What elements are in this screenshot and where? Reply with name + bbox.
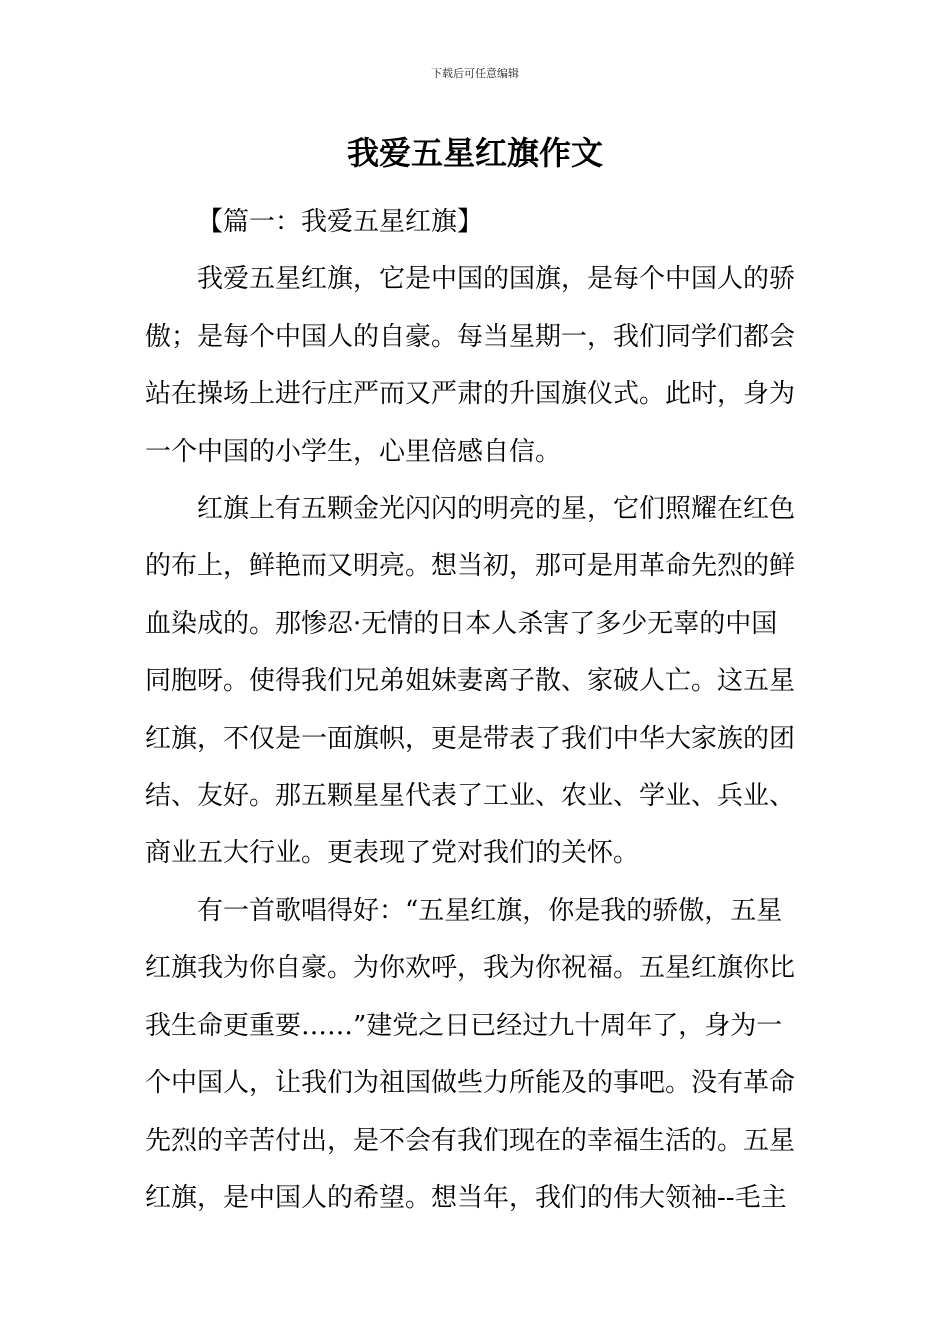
paragraph-line: 同胞呀。使得我们兄弟姐妹妻离子散、家破人亡。这五星 (145, 666, 796, 697)
paragraph-1 (145, 251, 809, 481)
header-note: 下载后可任意编辑 (431, 67, 519, 80)
paragraph-line: 站在操场上进行庄严而又严肃的升国旗仪式。此时，身为 (145, 379, 796, 410)
paragraph-line: 有一首歌唱得好：“五星红旗，你是我的骄傲，五星 (197, 895, 783, 926)
paragraph-line: 商业五大行业。更表现了党对我们的关怀。 (145, 838, 640, 869)
paragraph-line: 红旗上有五颗金光闪闪的明亮的星，它们照耀在红色 (197, 494, 796, 525)
paragraph-line: 红旗我为你自豪。为你欢呼，我为你祝福。五星红旗你比 (145, 953, 796, 984)
paragraph-line: 我爱五星红旗，它是中国的国旗，是每个中国人的骄 (197, 264, 796, 295)
paragraph-line: 结、友好。那五颗星星代表了工业、农业、学业、兵业、 (145, 781, 796, 812)
paragraph-line: 傲；是每个中国人的自豪。每当星期一，我们同学们都会 (145, 321, 796, 352)
paragraph-line: 红旗，不仅是一面旗帜，更是带表了我们中华大家族的团 (145, 723, 796, 754)
paragraph-line: 个中国人，让我们为祖国做些力所能及的事吧。没有革命 (145, 1068, 796, 1099)
paragraph-line: 先烈的辛苦付出，是不会有我们现在的幸福生活的。五星 (145, 1125, 796, 1156)
paragraph-line: 一个中国的小学生，心里倍感自信。 (145, 436, 562, 467)
paragraph-line: 红旗，是中国人的希望。想当年，我们的伟大领袖--毛主 (145, 1182, 787, 1213)
paragraph-line: 我生命更重要……”建党之日已经过九十周年了，身为一 (145, 1010, 783, 1041)
document-body (145, 194, 809, 1227)
paragraph-2 (145, 481, 809, 883)
section-heading: 【篇一：我爱五星红旗】 (197, 207, 484, 237)
page-title: 我爱五星红旗作文 (346, 134, 603, 172)
paragraph-line: 血染成的。那惨忍·无情的日本人杀害了多少无辜的中国 (145, 608, 778, 639)
paragraph-line: 的布上，鲜艳而又明亮。想当初，那可是用革命先烈的鲜 (145, 551, 796, 582)
paragraph-3 (145, 883, 809, 1227)
